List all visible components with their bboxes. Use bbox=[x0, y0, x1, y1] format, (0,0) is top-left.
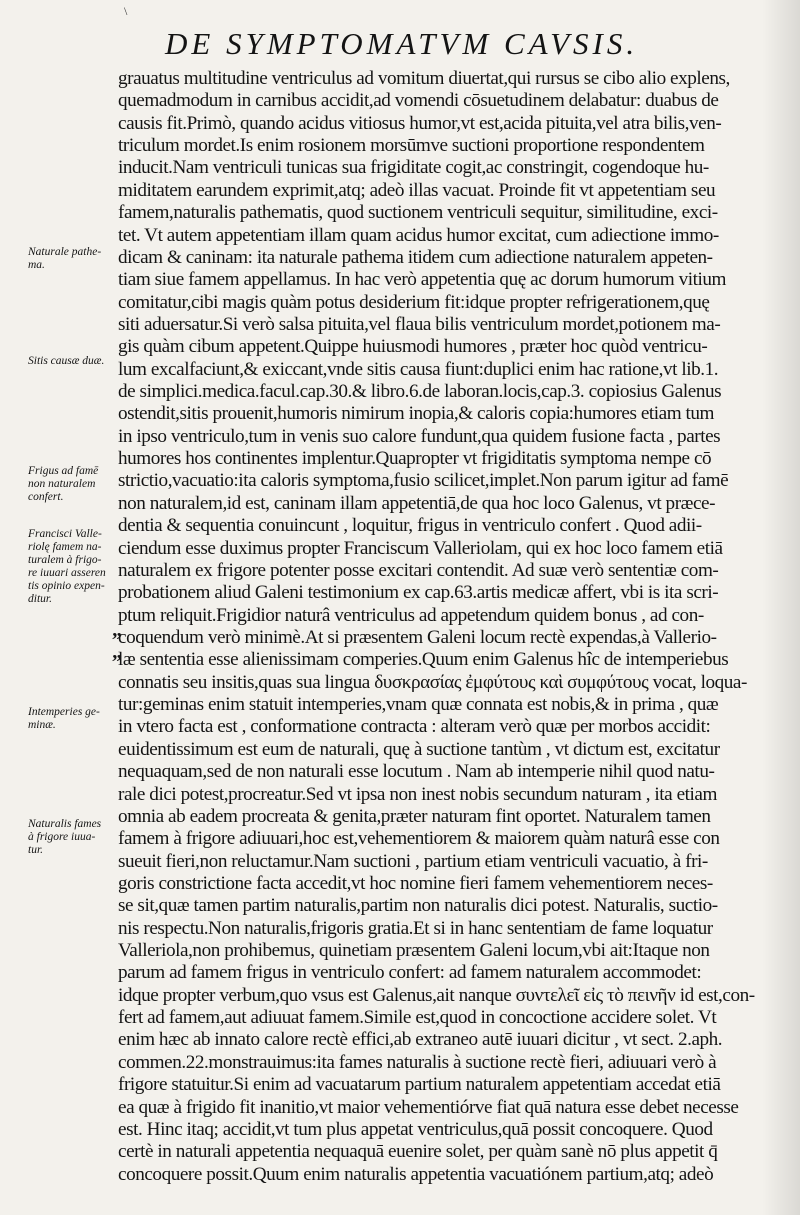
text-line: concoquere possit.Quum enim naturalis appetentia vacuatiónem partium,atq; adeò bbox=[118, 1163, 714, 1185]
text-line: ciendum esse duximus propter Franciscum Valleriolam, qui ex hoc loco famem etiā bbox=[118, 537, 723, 559]
text-line: dentia & sequentia conuincunt , loquitur, frigus in ventriculo confert . Quod adii- bbox=[118, 515, 702, 537]
text-line: frigore statuitur.Si enim ad vacuatarum partium naturalem appetentiam accedat etiā bbox=[118, 1074, 721, 1096]
text-line: læ sententia esse alienissimam comperies.Quum enim Galenus hîc de intemperiebus bbox=[118, 649, 729, 671]
text-line: famem,naturalis pathematis, quod suctionem ventriculi sequitur, similitudine, exci- bbox=[118, 202, 718, 224]
text-line: connatis seu insitis,quas sua lingua δυσκρασίας ἐμφύτους καὶ συμφύτους vocat, loqua- bbox=[118, 671, 747, 693]
text-line: gis quàm cibum appetent.Quippe huiusmodi humores , præter hoc quòd ventricu- bbox=[118, 336, 708, 358]
text-line: famem à frigore adiuuari,hoc est,vehementiorem & maiorem quàm naturâ esse con bbox=[118, 828, 720, 850]
text-line: strictio,vacuatio:ita caloris symptoma,fusio scilicet,implet.Non parum igitur ad famē bbox=[118, 470, 729, 492]
text-line: dicam & caninam: ita naturale pathema itidem cum adiectione naturalem appeten- bbox=[118, 246, 713, 268]
text-line: in ipso ventriculo,tum in venis suo calore fundunt,qua quidem fusione facta , partes bbox=[118, 425, 721, 447]
text-line: se sit,quæ tamen partim naturalis,partim non naturalis dici potest. Naturalis, suctio- bbox=[118, 895, 718, 917]
text-line: sueuit fieri,non reluctamur.Nam suctioni , partium etiam ventriculi vacuatio, à fri- bbox=[118, 850, 708, 872]
text-line: rale dici potest,procreatur.Sed vt ipsa non inest nobis secundum naturam , ita etiam bbox=[118, 783, 717, 805]
quotation-mark: „ bbox=[112, 619, 122, 641]
text-line: inducit.Nam ventriculi tunicas sua frigiditate cogit,ac constringit, cogendoque hu- bbox=[118, 157, 709, 179]
text-line: omnia ab eadem procreata & genita,præter naturam fint oportet. Naturalem tamen bbox=[118, 805, 711, 827]
text-line: ptum reliquit.Frigidior naturâ ventriculus ad appetendum quidem bonus , ad con- bbox=[118, 604, 704, 626]
running-header: DE SYMPTOMATVM CAVSIS. bbox=[165, 26, 639, 61]
margin-note: Frigus ad famē non naturalem confert. bbox=[28, 465, 99, 503]
text-line: humores hos continentes implentur.Quapropter vt frigiditatis symptoma nempe cō bbox=[118, 448, 712, 470]
text-line: tet. Vt autem appetentiam illam quam acidus humor excitat, cum adiectione immo- bbox=[118, 224, 719, 246]
text-line: ea quæ à frigido fit inanitio,vt maior vehementiórve fiat quā natura esse debet necesse bbox=[118, 1096, 739, 1118]
text-line: grauatus multitudine ventriculus ad vomitum diuertat,qui rursus se cibo alio explens, bbox=[118, 68, 730, 89]
margin-note: Intemperies ge- minæ. bbox=[28, 706, 100, 731]
text-line: enim hæc ab innato calore rectè effici,ab extraneo autē iuuari dicitur , vt sect. 2.aph. bbox=[118, 1029, 723, 1051]
corner-mark: \ bbox=[124, 4, 128, 18]
text-line: coquendum verò minimè.At si præsentem Galeni locum rectè expendas,à Vallerio- bbox=[118, 626, 717, 648]
text-line: tiam siue famem appellamus. In hac verò appetentia quę ac dorum humorum vitium bbox=[118, 269, 727, 291]
text-line: naturalem ex frigore potenter posse excitari contendit. Ad suæ verò sententiæ com- bbox=[118, 559, 719, 581]
text-line: ostendit,sitis prouenit,humoris nimirum inopia,& caloris copia:humores etiam tum bbox=[118, 403, 715, 425]
text-line: parum ad famem frigus in ventriculo confert: ad famem naturalem accommodet: bbox=[118, 962, 702, 984]
text-line: non naturalem,id est, caninam illam appetentiā,de qua hoc loco Galenus, vt præce- bbox=[118, 492, 716, 514]
text-line: causis fit.Primò, quando acidus vitiosus humor,vt est,acida pituita,vel atra bilis,ven- bbox=[118, 112, 722, 134]
text-line: est. Hinc itaq; accidit,vt tum plus appetat ventriculus,quā possit concoquere. Quod bbox=[118, 1118, 713, 1140]
text-line: nis respectu.Non naturalis,frigoris gratia.Et si in hanc sententiam de fame loquatur bbox=[118, 917, 713, 939]
text-line: probationem aliud Galeni testimonium ex cap.63.artis medicæ affert, vbi is ita scri- bbox=[118, 582, 719, 604]
text-line: miditatem earundem exprimit,atq; adeò illas vacuat. Proinde fit vt appetentiam seu bbox=[118, 179, 716, 201]
text-line: tur:geminas enim statuit intemperies,vnam quæ connata est nobis,& in prima , quæ bbox=[118, 694, 719, 716]
text-line: goris constrictione facta accedit,vt hoc nomine fieri famem vehementiorem neces- bbox=[118, 872, 713, 894]
text-line: triculum mordet.Is enim rosionem morsūmve suctioni proportione respondentem bbox=[118, 135, 705, 157]
text-line: commen.22.monstrauimus:ita fames naturalis à suctione rectè fieri, adiuuari verò à bbox=[118, 1051, 717, 1073]
margin-note: Sitis causæ duæ. bbox=[28, 355, 105, 367]
margin-note: Naturalis fames à frigore iuua- tur. bbox=[28, 818, 102, 856]
text-line: Valleriola,non prohibemus, quinetiam præsentem Galeni locum,vbi ait:Itaque non bbox=[118, 940, 710, 962]
body-text bbox=[118, 68, 790, 1186]
text-line: fert ad famem,aut adiuuat famem.Simile est,quod in concoctione accidere solet. Vt bbox=[118, 1007, 717, 1029]
quotation-mark: „ bbox=[112, 641, 122, 663]
text-line: certè in naturali appetentia nequaquā euenire solet, per quàm sanè nō plus appetit q̄ bbox=[118, 1141, 718, 1163]
text-line: comitatur,cibi magis quàm potus desiderium fit:idque propter refrigerationem,quę bbox=[118, 291, 710, 313]
text-line: idque propter verbum,quo vsus est Galenus,ait nanque συντελεῖ εἰς τὸ πεινῆν id est,con- bbox=[118, 984, 755, 1006]
text-line: in vtero facta est , conformatione contracta : alteram verò quæ per morbos accidit: bbox=[118, 716, 711, 738]
text-line: quemadmodum in carnibus accidit,ad vomendi cōsuetudinem delabatur: duabus de bbox=[118, 90, 719, 112]
text-line: lum excalfaciunt,& exiccant,vnde sitis causa fiunt:duplici enim hac ratione,vt lib.1. bbox=[118, 358, 719, 380]
margin-note: Naturale pathe- ma. bbox=[28, 246, 102, 271]
margin-note: Francisci Valle- riolę famem na- turalem à frigo- re iuuari asseren tis opinio expen- ditur. bbox=[28, 528, 106, 605]
text-line: siti aduersatur.Si verò salsa pituita,vel flaua bilis ventriculum mordet,potionem ma- bbox=[118, 313, 721, 335]
text-line: euidentissimum est eum de naturali, quę à suctione tantùm , vt dictum est, excitatur bbox=[118, 738, 720, 760]
text-line: nequaquam,sed de non naturali esse locutum . Nam ab intemperie nihil quod natu- bbox=[118, 761, 715, 783]
text-line: de simplici.medica.facul.cap.30.& libro.6.de laboran.locis,cap.3. copiosius Galenus bbox=[118, 381, 722, 403]
